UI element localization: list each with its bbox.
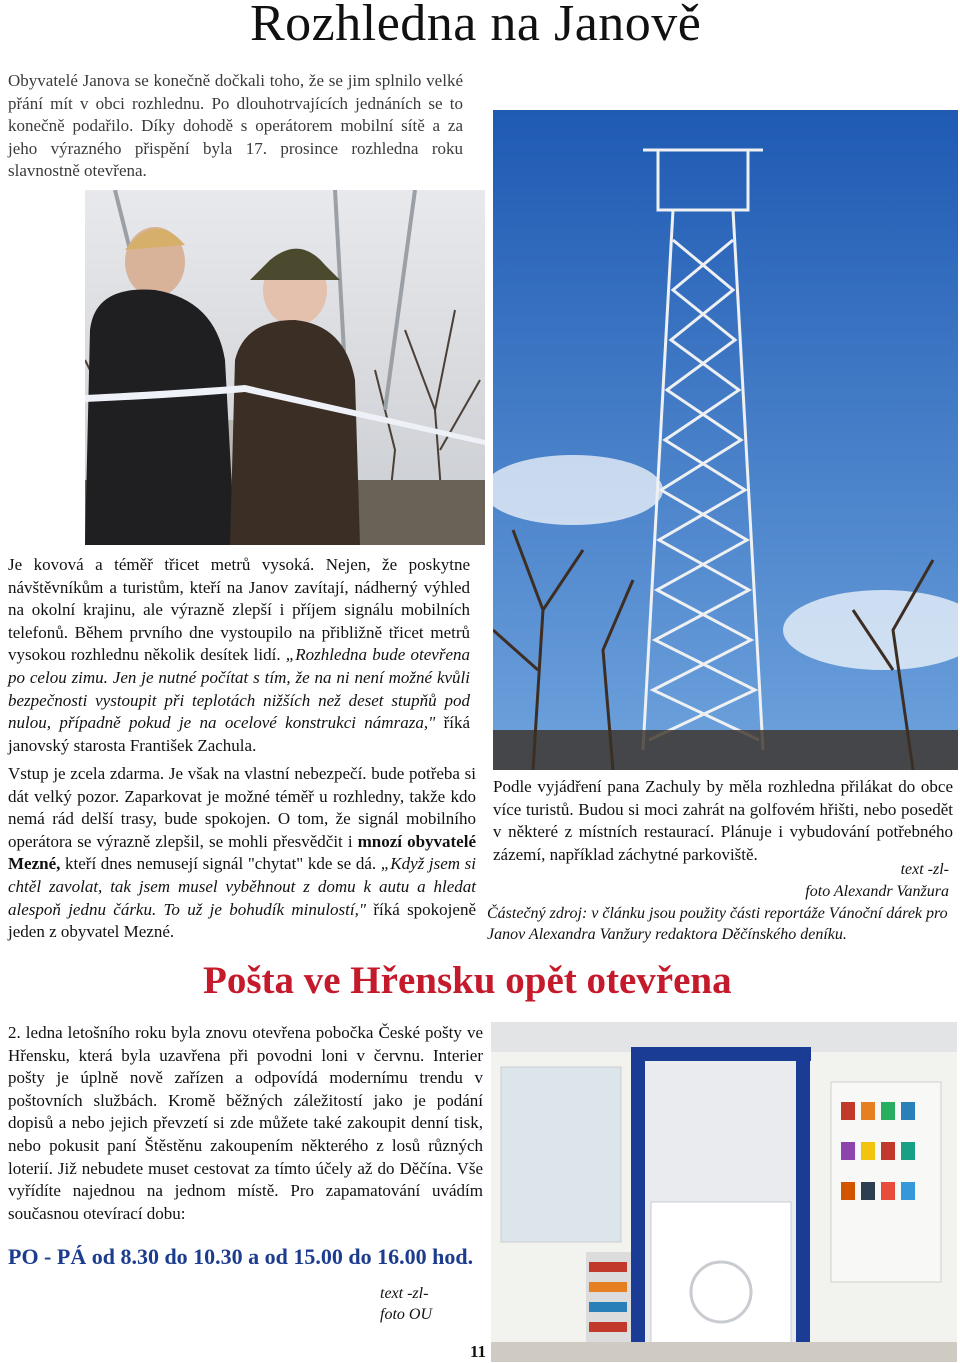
article-title-posta: Pošta ve Hřensku opět otevřena: [203, 959, 732, 1002]
article2-photo-credit: foto OU: [380, 1306, 432, 1323]
article2-text-credit: text -zl-: [380, 1285, 429, 1302]
entry-text: Vstup je zcela zdarma. Je však na vlastní nebezpečí. bude potřeba si dát velký pozor. Zaparkovat je možné téměř u rozhledny, takže kdo nemá rád delší trasy, bude spokojen. O tom, že signál mobilního operátora se výrazně zlepšil, se mohli přesvědčit i: [8, 764, 476, 851]
mayor-attribution: říká janovský starosta František Zachula.: [8, 713, 470, 755]
post-office-paragraph: 2. ledna letošního roku byla znovu otevřena pobočka České pošty ve Hřensku, která byla uzavřena při povodni loni v červnu. Interier pošty je úplně nově zařízen a odpovídá modernímu trendu v poštovních službách. Kromě běžných záležitostí jako je podání dopisů a nebo jejich převzetí si zde můžete také zakoupit denní tisk, nebo pokusit paní Štěstěnu zakoupením některého z losů různých loterií. Již nebudete muset cestovat za tímto účely až do Děčína. Vše vyřídíte najednou na jednom místě. Pro zapamatování uvádím současnou otevírací dobu:: [8, 1023, 483, 1223]
tower-photo: [493, 110, 958, 770]
page-number: 11: [470, 1342, 487, 1361]
article2-credit: [380, 1283, 452, 1325]
article1-text-credit: text -zl-: [900, 861, 949, 878]
tower-description-paragraph: [8, 554, 470, 757]
entry-paragraph: [8, 763, 476, 944]
article1-photo-credit: foto Alexandr Vanžura: [805, 883, 949, 900]
opening-hours: PO - PÁ od 8.30 do 10.30 a od 15.00 do 16.00 hod.: [8, 1244, 474, 1269]
post-office-photo: [491, 1022, 957, 1362]
plans-paragraph: Podle vyjádření pana Zachuly by měla rozhledna přilákat do obce více turistů. Budou si moci zahrát na golfovém hřišti, nebo posedět v některé z místních restaurací. Plánuje i vybudování potřebného zázemí, například záchytné parkoviště.: [493, 777, 953, 864]
resident-quote: „Když jsem si chtěl zavolat, tak jsem musel vyběhnout z domu k autu a hledat alespoň jednu čárku. To už je bohudík minulostí,": [8, 854, 476, 919]
source-note: Částečný zdroj: v článku jsou použity části reportáže Vánoční dárek pro Janov Alexandra Vanžury redaktora Děčínského deníku.: [487, 905, 948, 943]
mezne-residents-bold: mnozí obyvatelé Mezné,: [8, 831, 476, 874]
article1-credit: [700, 859, 949, 903]
tower-description-text: Je kovová a téměř třicet metrů vysoká. Nejen, že poskytne návštěvníkům a turistům, kteří na Janov zavítají, nádherný výhled na okolní krajinu, ale výrazně zlepší i příjem signálu mobilních telefonů. Během prvního dne vystoupilo na přibližně třicet metrů vysokou rozhlednu několik desítek lidí.: [8, 555, 470, 665]
ribbon-cutting-photo: [85, 190, 485, 545]
resident-attribution: říká spokojeně jeden z obyvatel Mezné.: [8, 899, 476, 942]
article-title-rozhledna: Rozhledna na Janově: [250, 0, 702, 52]
signal-text: kteří dnes nemusejí signál "chytat" kde se dá.: [60, 854, 381, 874]
mayor-quote: „Rozhledna bude otevřena po celou zimu. Jen je nutné počítat s tím, že na ni není možné kvůli bezpečnosti vystoupit při teplotách nižších než deset stupňů pod nulou, případně pokud je na ocelové konstrukci námraza,": [8, 645, 470, 733]
intro-paragraph: Obyvatelé Janova se konečně dočkali toho, že se jim splnilo velké přání mít v obci rozhlednu. Po dlouhotrvajících jednáních se to konečně podařilo. Díky dohodě s operátorem mobilní sítě a za jeho výrazného přispění byla 17. prosince rozhledna roku slavnostně otevřena.: [8, 71, 463, 181]
